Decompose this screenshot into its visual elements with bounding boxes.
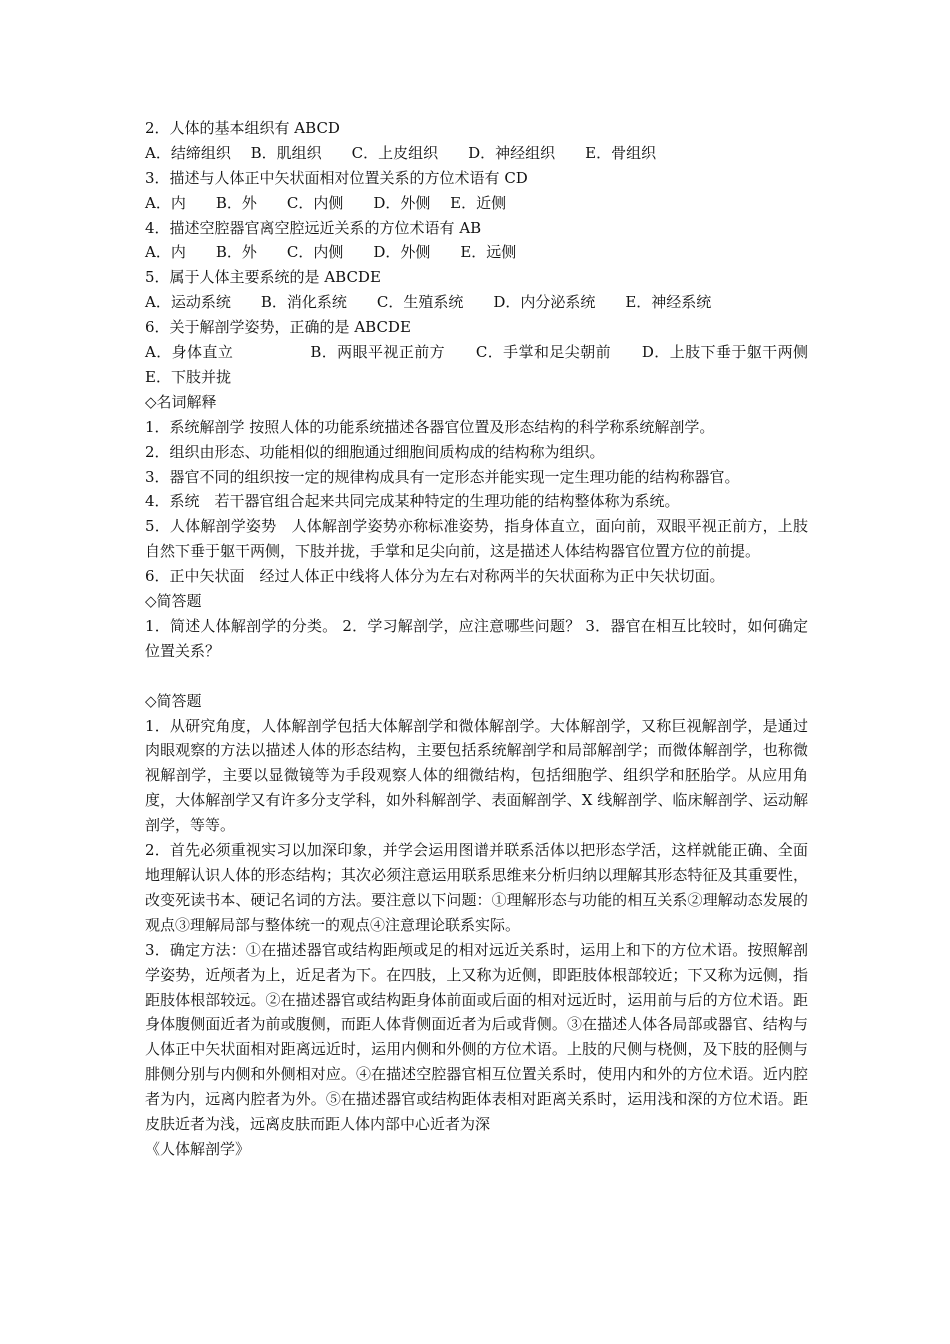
question-2-options: A．结缔组织 B．肌组织 C．上皮组织 D．神经组织 E．骨组织 bbox=[145, 143, 657, 162]
question-5: 5．属于人体主要系统的是 ABCDE bbox=[145, 268, 381, 287]
term-definition: 5．人体解剖学姿势 人体解剖学姿势亦称标准姿势，指身体直立，面向前，双眼平视正前方，上肢自然下垂于躯干两侧，下肢并拢，手掌和足尖向前，这是描述人体结构器官位置方位的前提。 bbox=[145, 517, 808, 561]
term-definition: 2．组织由形态、功能相似的细胞通过细胞间质构成的结构称为组织。 bbox=[145, 442, 605, 461]
question-6: 6．关于解剖学姿势，正确的是 ABCDE bbox=[145, 318, 411, 337]
question-2: 2．人体的基本组织有 ABCD bbox=[145, 119, 340, 137]
footer-title: 《人体解剖学》 bbox=[145, 1139, 251, 1158]
term-definition: 6．正中矢状面 经过人体正中线将人体分为左右对称两半的矢状面称为正中矢状切面。 bbox=[145, 567, 725, 586]
short-answer: 1．从研究角度，人体解剖学包括大体解剖学和微体解剖学。大体解剖学，又称巨视解剖学，是通过肉眼观察的方法以描述人体的形态结构，主要包括系统解剖学和局部解剖学；而微体解剖学，也称微视解剖学，主要以显微镜等为手段观察人体的细微结构，包括细胞学、组织学和胚胎学。从应用角度，大体解剖学又有许多分支学科，如外科解剖学、表面解剖学、X 线解剖学、临床解剖学、运动解剖学，等等。 bbox=[145, 716, 808, 835]
question-4: 4．描述空腔器官离空腔远近关系的方位术语有 AB bbox=[145, 218, 482, 237]
short-answer: 3．确定方法：①在描述器官或结构距颅或足的相对远近关系时，运用上和下的方位术语。按照解剖学姿势，近颅者为上，近足者为下。在四肢，上又称为近侧，即距肢体根部较近；下又称为远侧，指距肢体根部较远。②在描述器官或结构距身体前面或后面的相对远近时，运用前与后的方位术语。距身体腹侧面近者为前或腹侧，而距人体背侧面近者为后或背侧。③在描述人体各局部或器官、结构与人体正中矢状面相对距离远近时，运用内侧和外侧的方位术语。上肢的尺侧与桡侧，及下肢的胫侧与腓侧分别与内侧和外侧相对应。④在描述空腔器官相互位置关系时，使用内和外的方位术语。近内腔者为内，远离内腔者为外。⑤在描述器官或结构距体表相对距离关系时，运用浅和深的方位术语。距皮肤近者为浅，远离皮肤而距人体内部中心近者为深 bbox=[145, 940, 808, 1134]
term-definition: 4．系统 若干器官组合起来共同完成某种特定的生理功能的结构整体称为系统。 bbox=[145, 492, 680, 511]
document-page bbox=[145, 116, 839, 1162]
term-definition: 3．器官不同的组织按一定的规律构成具有一定形态并能实现一定生理功能的结构称器官。 bbox=[145, 467, 740, 486]
terms-heading: ◇名词解释 bbox=[145, 392, 217, 411]
question-3: 3．描述与人体正中矢状面相对位置关系的方位术语有 CD bbox=[145, 168, 528, 187]
short-answer: 2．首先必须重视实习以加深印象，并学会运用图谱并联系活体以把形态学活，这样就能正确、全面地理解认识人体的形态结构；其次必须注意运用联系思维来分析归纳以理解其形态特征及其重要性，改变死读书本、硬记名词的方法。要注意以下问题：①理解形态与功能的相互关系②理解动态发展的观点③理解局部与整体统一的观点④注意理论联系实际。 bbox=[145, 841, 808, 934]
short-questions-text: 1．简述人体解剖学的分类。 2．学习解剖学，应注意哪些问题？ 3．器官在相互比较时，如何确定位置关系？ bbox=[145, 616, 808, 660]
short-questions-heading: ◇简答题 bbox=[145, 592, 202, 611]
question-5-options: A．运动系统 B．消化系统 C．生殖系统 D．内分泌系统 E．神经系统 bbox=[145, 293, 712, 312]
question-6-options: A．身体直立 B．两眼平视正前方 C．手掌和足尖朝前 D．上肢下垂于躯干两侧 E．下肢并拢 bbox=[145, 343, 839, 386]
term-definition: 1．系统解剖学 按照人体的功能系统描述各器官位置及形态结构的科学称系统解剖学。 bbox=[145, 417, 715, 436]
short-answers-heading: ◇简答题 bbox=[145, 691, 202, 710]
question-4-options: A．内 B．外 C．内侧 D．外侧 E．远侧 bbox=[145, 243, 517, 262]
question-3-options: A．内 B．外 C．内侧 D．外侧 E．近侧 bbox=[145, 193, 507, 212]
spacer bbox=[145, 664, 808, 689]
